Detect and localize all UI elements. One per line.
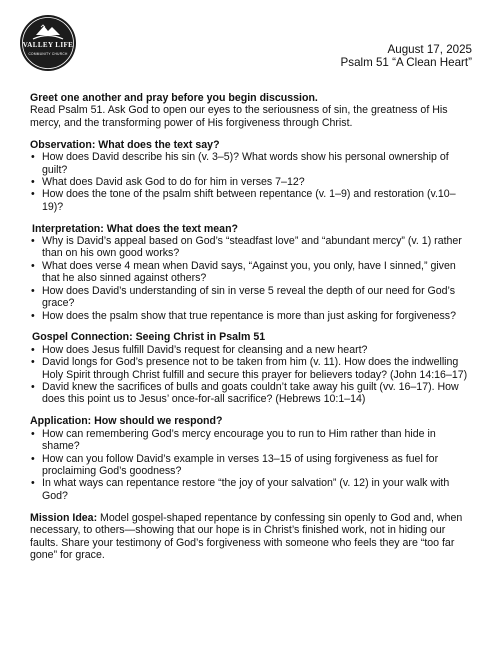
mission-text: Model gospel-shaped repentance by confessing sin openly to God and, when necessary, to others—showing that our hope is in Christ’s finished work, not in hiding our faults. Share your testimony of God’s forgiveness with someone who feels they are “too far gone” for grace. xyxy=(30,511,463,561)
application-item: • How can remembering God’s mercy encourage you to run to Him rather than hide in shame? xyxy=(30,428,470,453)
interpretation-list xyxy=(30,235,470,322)
interpretation-item: • Why is David’s appeal based on God’s “steadfast love” and “abundant mercy” (v. 1) rather than on his own good works? xyxy=(30,235,470,260)
interpretation-item: • How does David’s understanding of sin in verse 5 reveal the depth of our need for God’s grace? xyxy=(30,285,470,310)
gospel-item: • David knew the sacrifices of bulls and goats couldn’t take away his guilt (vv. 16–17). How does this point us to Jesus’ once-for-all sacrifice? (Hebrews 10:1–14) xyxy=(30,381,470,406)
application-item: • In what ways can repentance restore “the joy of your salvation” (v. 12) in your walk with God? xyxy=(30,477,470,502)
church-logo xyxy=(19,14,77,72)
greet-text: Read Psalm 51. Ask God to open our eyes to the seriousness of sin, the greatness of His mercy, and the transforming power of His forgiveness through Christ. xyxy=(30,104,448,129)
gospel-heading: Gospel Connection: Seeing Christ in Psalm 51 xyxy=(32,331,266,344)
document-date: August 17, 2025 xyxy=(387,43,472,56)
observation-item: • How does the tone of the psalm shift between repentance (v. 1–9) and restoration (v.10–19)? xyxy=(30,188,470,213)
gospel-item: • How does Jesus fulfill David’s request for cleansing and a new heart? xyxy=(30,344,470,356)
application-item: • How can you follow David’s example in verses 13–15 of using forgiveness as fuel for proclaiming God’s goodness? xyxy=(30,453,470,478)
observation-list xyxy=(30,151,470,213)
gospel-list xyxy=(30,344,470,406)
observation-heading: Observation: What does the text say? xyxy=(30,138,220,151)
application-heading: Application: How should we respond? xyxy=(30,415,223,428)
greet-heading: Greet one another and pray before you begin discussion. xyxy=(30,92,318,104)
study-guide-content xyxy=(30,92,470,571)
greet-section xyxy=(30,92,470,129)
interpretation-item: • What does verse 4 mean when David says, “Against you, you only, have I sinned,” given that he also sinned against others? xyxy=(30,260,470,285)
document-title: Psalm 51 “A Clean Heart” xyxy=(340,56,472,69)
application-section xyxy=(30,415,470,502)
observation-item: • How does David describe his sin (v. 3–5)? What words show his personal ownership of guilt? xyxy=(30,151,470,176)
mission-paragraph xyxy=(30,512,470,562)
gospel-item: • David longs for God’s presence not to be taken from him (v. 11). How does the indwelling Holy Spirit through Christ fulfill and secure this prayer for believers today? (John 14:16–17) xyxy=(30,356,470,381)
church-logo-icon xyxy=(19,14,77,72)
logo-bottom-text: COMMUNITY CHURCH xyxy=(28,52,68,56)
interpretation-section xyxy=(30,223,470,322)
observation-section xyxy=(30,139,470,213)
mission-label: Mission Idea: xyxy=(30,511,98,524)
logo-top-text: VALLEY LIFE xyxy=(22,41,74,49)
application-list xyxy=(30,428,470,502)
gospel-section xyxy=(30,331,470,405)
observation-item: • What does David ask God to do for him in verses 7–12? xyxy=(30,176,470,188)
interpretation-item: • How does the psalm show that true repentance is more than just asking for forgiveness? xyxy=(30,310,470,322)
interpretation-heading: Interpretation: What does the text mean? xyxy=(32,222,239,235)
document-header xyxy=(341,43,472,69)
mission-section xyxy=(30,512,470,562)
